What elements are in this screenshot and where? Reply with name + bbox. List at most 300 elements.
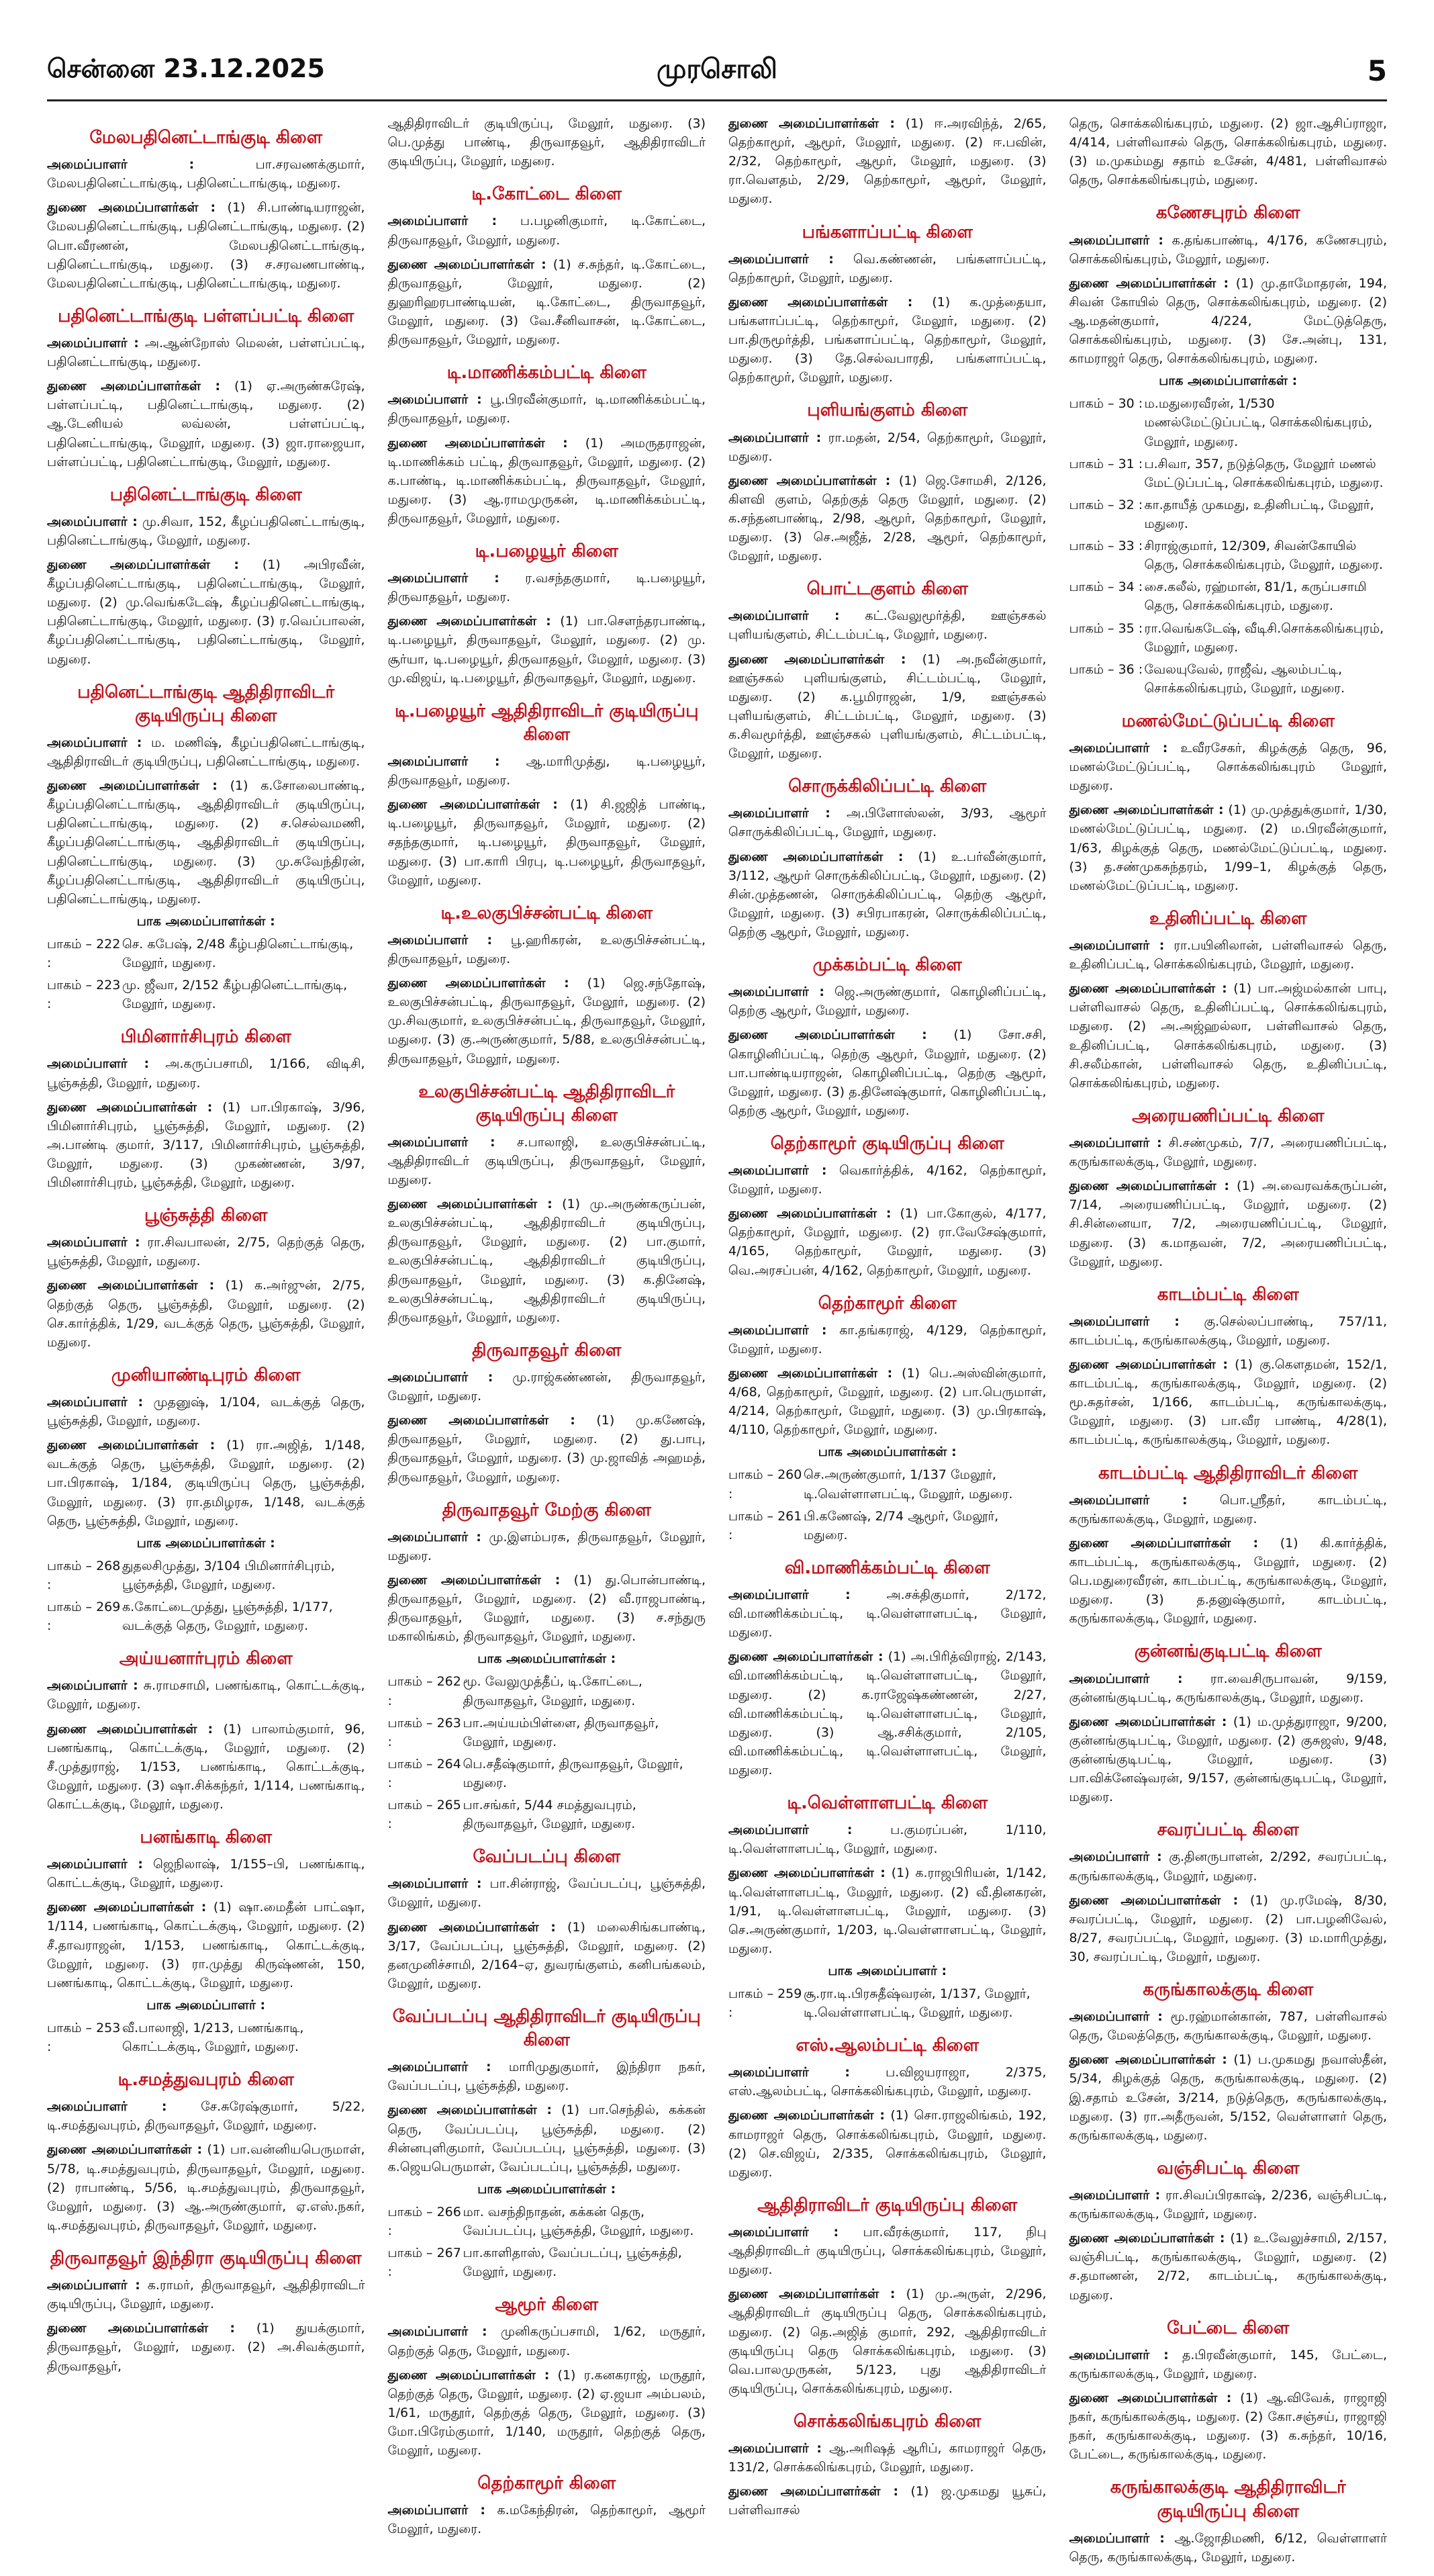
role-label: அமைப்பாளர் :	[387, 571, 499, 586]
branch-heading: முனியாண்டிபுரம் கிளை	[111, 1365, 301, 1385]
role-label: துணை அமைப்பாளர்கள் :	[47, 379, 221, 394]
branch-section	[388, 1499, 706, 1834]
member-paragraph	[388, 1528, 706, 1565]
branch-heading: சொருக்கிலிப்பட்டி கிளை	[788, 776, 987, 797]
member-names: முனிகருப்பசாமி, 1/62, மருதூர், தெற்குத் தெரு, மேலூர், மதுரை.	[387, 2324, 706, 2358]
member-names: அ.பிளோஸ்லன், 3/93, ஆமூர் சொருக்கிலிப்பட்டி, மேலூர், மதுரை.	[728, 806, 1047, 840]
role-label: துணை அமைப்பாளர்கள் :	[728, 1206, 892, 1222]
member-paragraph	[388, 974, 706, 1068]
member-paragraph	[47, 1054, 365, 1092]
member-names: (1) ஈ.அரவிந்த், 2/65, தெற்காமூர், ஆமூர், மேலூர், மதுரை. (2) ஈ.பவின், 2/32, தெற்காமூர், ஆமூர், மேலூர், மதுரை. (3) ரா.வெளதம், 2/29, தெற்காமூர், ஆமூர், மேலூர், மதுரை.	[728, 116, 1047, 207]
role-label: அமைப்பாளர் :	[387, 1529, 481, 1545]
branch-section	[388, 1339, 706, 1487]
branch-section	[1069, 1819, 1388, 1966]
booth-row	[728, 1465, 1047, 1503]
member-names: (1) பெ.அஸ்வின்குமார், 4/68, தெற்காமூர், மேலூர், மதுரை. (2) பா.பெருமாள், 4/214, தெற்காமூர், மேலூர், மதுரை. (3) மு.பிரகாஷ், 4/110, தெற்காமூர், மேலூர், மதுரை.	[728, 1366, 1047, 1438]
newspaper-name: முரசொலி	[657, 53, 777, 85]
branch-heading: பதினெட்டாங்குடி பள்ளப்பட்டி கிளை	[58, 306, 354, 326]
member-names: (1) பா.வன்னியபெருமாள், 5/78, டி.சமத்துவபுரம், திருவாதவூர், மேலூர், மதுரை. (2) ராபாண்டி, 5/56, டி.சமத்துவபுரம், திருவாதவூர், மேலூர், மதுரை. (3) ஆ.அருண்குமார், ஏ.எஸ்.நகர், டி.சமத்துவபுரம், திருவாதவூர், மேலூர், மதுரை.	[47, 2142, 365, 2233]
member-names: ஆ.அரிஷத் ஆரிப், காமராஜர் தெரு, 131/2, சொக்கலிங்கபுரம், மேலூர், மதுரை.	[728, 2441, 1047, 2475]
role-label: அமைப்பாளர் :	[728, 2225, 839, 2240]
branch-heading: வேப்படப்பு கிளை	[473, 1847, 621, 1868]
booth-agent: க.கோட்டைமுத்து, பூஞ்சுத்தி, 1/177, வடக்குத் தெரு, மேலூர், மதுரை.	[122, 1599, 333, 1634]
member-paragraph	[728, 293, 1047, 387]
member-names: (1) சோ.சசி, கொழினிப்பட்டி, தெற்கு ஆமூர், மேலூர், மதுரை. (2) பா.பாண்டியராஜன், கொழினிப்பட்டி, தெற்கு ஆமூர், மேலூர், மதுரை. (3) த.தினேஷ்குமார், கொழினிப்பட்டி, தெற்கு ஆமூர், மேலூர், மதுரை.	[728, 1027, 1047, 1118]
role-label: துணை அமைப்பாளர்கள் :	[47, 1099, 213, 1115]
member-names: ர.வசந்தகுமார், டி.பழையூர், திருவாதவூர், மதுரை.	[387, 571, 706, 605]
role-label: அமைப்பாளர் :	[387, 932, 493, 948]
member-paragraph	[47, 555, 365, 669]
member-paragraph	[1069, 1491, 1388, 1528]
booth-number: பாகம் – 30 :	[1069, 396, 1143, 412]
member-names: (1) கு.கௌதமன், 152/1, காடம்பட்டி, கருங்காலக்குடி, மேலூர், மதுரை. (2) மூ.சுதர்சன், 1/166, காடம்பட்டி, கருங்காலக்குடி, மேலூர், மதுரை. (3) பா.வீர பாண்டி, 4/28(1), காடம்பட்டி, கருங்காலக்குடி, மேலூர், மதுரை.	[1069, 1357, 1387, 1448]
branch-heading: குன்னங்குடிபட்டி கிளை	[1134, 1641, 1322, 1662]
role-label: அமைப்பாளர் :	[728, 251, 834, 267]
member-names: தெரு, சொக்கலிங்கபுரம், மதுரை. (2) ஜா.ஆசிப்ராஜா, 4/414, பள்ளிவாசல் தெரு, சொக்கலிங்கபுரம், மதுரை. (3) ம.முகம்மது சதாம் உசேன், 4/481, பள்ளிவாசல் தெரு, சொக்கலிங்கபுரம், மதுரை.	[1069, 116, 1387, 188]
member-names: பா.வீரக்குமார், 117, நிபு ஆதிதிராவிடர் குடியிருப்பு, சொக்கலிங்கபுரம், மேலூர், மதுரை.	[728, 2225, 1047, 2278]
member-names: அ.சக்திகுமார், 2/172, வி.மாணிக்கம்பட்டி, டி.வெள்ளாளபட்டி, மேலூர், மதுரை.	[728, 1587, 1047, 1641]
member-names: கா.தங்கராஜ், 4/129, தெற்காமூர், மேலூர், மதுரை.	[728, 1322, 1047, 1356]
booth-agent: துதலசிமுத்து, 3/104 பிமினார்சிபுரம், பூஞ்சுத்தி, மேலூர், மதுரை.	[122, 1558, 335, 1592]
booth-row	[47, 1557, 365, 1594]
booth-agent: மு. ஜீவா, 2/152 கீழ்பதினெட்டாங்குடி, மேலூர், மதுரை.	[122, 978, 348, 1012]
member-paragraph	[47, 377, 365, 471]
member-names: அ.கருப்பசாமி, 1/166, விடிசி, பூஞ்சுத்தி, மேலூர், மதுரை.	[47, 1056, 365, 1091]
role-label: துணை அமைப்பாளர்கள் :	[387, 2103, 552, 2118]
branch-heading: மேலபதினெட்டாங்குடி கிளை	[89, 128, 323, 148]
member-names: மு.ராஜ்கண்ணன், திருவாதவூர், மேலூர், மதுரை.	[387, 1369, 706, 1404]
booth-number: பாகம் – 266 :	[387, 2204, 461, 2238]
role-label: அமைப்பாளர் :	[47, 1235, 140, 1250]
member-paragraph	[47, 155, 365, 193]
member-names: (1) உ.வேலுச்சாமி, 2/157, வஞ்சிபட்டி, கருங்காலக்குடி, மேலூர், மதுரை. (2) ச.தமாணன், 2/72, காடம்பட்டி, கருங்காலக்குடி, மதுரை.	[1069, 2231, 1387, 2303]
branch-heading: உதினிப்பட்டி கிளை	[1149, 908, 1307, 929]
role-label: துணை அமைப்பாளர்கள் :	[1069, 1535, 1259, 1551]
member-names: (1) அ.நவீன்குமார், ஊஞ்சகல் புளியங்குளம், சிட்டம்பட்டி, மேலூர், மதுரை. (2) க.பூமிராஜன், 1/9, ஊஞ்சகல் புளியங்குளம், சிட்டம்பட்டி, மேலூர், மதுரை. (3) க.சிவமூர்த்தி, ஊஞ்சகல் புளியங்குளம், சிட்டம்பட்டி, மேலூர், மதுரை.	[728, 651, 1047, 762]
member-paragraph	[728, 428, 1047, 466]
member-names: ஜெ.அருண்குமார், கொழினிப்பட்டி, தெற்கு ஆமூர், மேலூர், மதுரை.	[728, 984, 1047, 1019]
role-label: துணை அமைப்பாளர்கள் :	[1069, 802, 1224, 818]
member-paragraph	[1069, 2186, 1388, 2223]
member-names: ஆதிதிராவிடர் குடியிருப்பு, மேலூர், மதுரை. (3) பெ.முத்து பாண்டி, திருவாதவூர், ஆதிதிராவிடர் குடியிருப்பு, மேலூர், மதுரை.	[387, 116, 706, 169]
member-names: ஆ.ஜோதிமணி, 6/12, வெள்ளாளர் தெரு, கருங்காலக்குடி, மேலூர், மதுரை.	[1069, 2530, 1388, 2565]
member-names: கு.செல்லப்பாண்டி, 757/11, காடம்பட்டி, கருங்காலக்குடி, மேலூர், மதுரை.	[1069, 1314, 1387, 1348]
member-paragraph	[728, 2482, 1047, 2520]
member-paragraph	[47, 1720, 365, 1814]
role-label: அமைப்பாளர் :	[728, 984, 824, 1000]
member-names: (1) மு.ரமேஷ், 8/30, சவரப்பட்டி, மேலூர், மதுரை. (2) பா.பழனிவேல், 8/27, சவரப்பட்டி, மேலூர், மதுரை. (3) ம.மாரிமுத்து, 30, சவரப்பட்டி, மேலூர், மதுரை.	[1069, 1892, 1388, 1964]
member-paragraph	[388, 569, 706, 606]
branch-section	[728, 1132, 1047, 1280]
member-names: சே.சுரேஷ்குமார், 5/22, டி.சமத்துவபுரம், திருவாதவூர், மேலூர், மதுரை.	[47, 2099, 365, 2133]
member-paragraph	[1069, 2389, 1388, 2464]
member-paragraph	[728, 1821, 1047, 1858]
branch-heading: சொக்கலிங்கபுரம் கிளை	[794, 2411, 982, 2432]
role-label: துணை அமைப்பாளர்கள் :	[728, 2108, 885, 2123]
member-paragraph	[388, 1571, 706, 1646]
role-label: அமைப்பாளர் :	[728, 608, 840, 624]
member-names: மு.இளம்பரசு, திருவாதவூர், மேலூர், மதுரை.	[387, 1529, 706, 1563]
member-names: (1) மு.அருள், 2/296, ஆதிதிராவிடர் குடியிருப்பு தெரு, சொக்கலிங்கபுரம், மதுரை. (2) தெ.அஜித் குமார், 292, ஆதிதிராவிடர் குடியிருப்பு தெரு சொக்கலிங்கபுரம், மதுரை. (3) வெ.பாலமுருகன், 5/123, புது ஆதிதிராவிடர் குடியிருப்பு, சொக்கலிங்கபுரம், மதுரை.	[728, 2287, 1047, 2396]
booth-subheading: பாக அமைப்பாளர்கள் :	[136, 913, 275, 929]
booth-agent: செ. கபேஷ், 2/48 கீழ்பதினெட்டாங்குடி, மேலூர், மதுரை.	[122, 936, 354, 970]
member-names: (1) ம.முத்துராஜா, 9/200, குன்னங்குடிபட்டி, மேலூர், மதுரை. (2) குசுஜஸ், 9/48, குன்னங்குடிபட்டி, மேலூர், மதுரை. (3) பா.விக்னேஷ்வரன், 9/157, குன்னங்குடிபட்டி, மேலூர், மதுரை.	[1069, 1714, 1387, 1805]
role-label: துணை அமைப்பாளர்கள் :	[1069, 1892, 1239, 1908]
column-3	[728, 114, 1047, 2576]
branch-section	[728, 2034, 1047, 2182]
branch-section	[1069, 1462, 1388, 1628]
member-paragraph	[728, 606, 1047, 644]
branch-section	[1069, 907, 1388, 1093]
member-names: (1) க.அர்ஜுன், 2/75, தெற்குத் தெரு, பூஞ்சுத்தி, மேலூர், மதுரை. (2) செ.கார்த்திக், 1/29, வடக்குத் தெரு, பூஞ்சுத்தி, மேலூர், மதுரை.	[47, 1278, 365, 1350]
booth-agent: பா.அய்யம்பிள்ளை, திருவாதவூர், மேலூர், மதுரை.	[463, 1715, 659, 1749]
member-paragraph	[47, 1393, 365, 1430]
member-paragraph	[388, 390, 706, 428]
booth-row	[47, 2019, 365, 2056]
role-label: அமைப்பாளர் :	[1069, 1135, 1162, 1150]
branch-section	[388, 183, 706, 349]
branch-section	[47, 1204, 365, 1352]
member-paragraph	[388, 752, 706, 790]
member-paragraph	[47, 1233, 365, 1271]
member-names: (1) மு.முத்துக்குமார், 1/30, மணல்மேட்டுப்பட்டி, மதுரை. (2) ம.பிரவீன்குமார், 1/63, கிழக்குத் தெரு, மணல்மேட்டுப்பட்டி, மதுரை. (3) த.சண்முகசுந்தரம், 1/99–1, கிழக்குத் தெரு, மணல்மேட்டுப்பட்டி, மதுரை.	[1069, 802, 1387, 893]
role-label: துணை அமைப்பாளர்கள் :	[728, 849, 904, 864]
member-names: (1) பா.கோகுல், 4/177, தெற்காமூர், மேலூர், மதுரை. (2) ரா.வேசேஷ்குமார், 4/165, தெற்காமூர், மேலூர், மதுரை. (3) வெ.அரசப்பன், 4/162, தெற்காமூர், மேலூர், மதுரை.	[728, 1206, 1047, 1278]
member-names: (1) ஜெ.சந்தோஷ், உலகுபிச்சன்பட்டி, திருவாதவூர், மேலூர், மதுரை. (2) மு.சிவகுமார், உலகுபிச்சன்பட்டி, திருவாதவூர், மேலூர், மதுரை. (3) கு.அருண்குமார், 5/88, உலகுபிச்சன்பட்டி, திருவாதவூர், மேலூர், மதுரை.	[387, 976, 706, 1066]
member-paragraph	[1069, 1847, 1388, 1885]
role-label: துணை அமைப்பாளர்கள் :	[728, 294, 913, 310]
member-paragraph	[47, 1436, 365, 1530]
member-names: (1) சி.ஜஜித் பாண்டி, டி.பழையூர், திருவாதவூர், மேலூர், மதுரை. (2) சதந்தகுமார், டி.பழையூர், திருவாதவூர், மேலூர், மதுரை. (3) பா.காரி பிரபு, டி.பழையூர், திருவாதவூர், மேலூர், மதுரை.	[387, 797, 706, 888]
branch-section	[728, 2194, 1047, 2398]
branch-heading: வஞ்சிபட்டி கிளை	[1157, 2158, 1300, 2178]
member-names: (1) ஆ.விவேக், ராஜாஜி நகர், கருங்காலக்குடி, மதுரை. (2) கோ.சஞ்சய், ராஜாஜி நகர், கருங்காலக்குடி, மதுரை. (3) க.சுந்தர், 10/16, பேட்டை, கருங்காலக்குடி, மதுரை.	[1069, 2390, 1388, 2463]
member-names: (1) ஏ.அருண்சுரேஷ், பள்ளப்பட்டி, பதினெட்டாங்குடி, மதுரை. (2) ஆ.டேனியல் லவ்லன், பள்ளப்பட்டி, பதினெட்டாங்குடி, மேலூர், மதுரை. (3) ஜா.ராஜையா, பள்ளப்பட்டி, பதினெட்டாங்குடி, மேலூர், மதுரை.	[47, 379, 365, 469]
member-paragraph	[728, 250, 1047, 287]
member-names: (1) ஜ.முகமது யூசுப், பள்ளிவாசல்	[728, 2484, 1047, 2518]
member-names: (1) க.முத்தையா, பங்களாப்பட்டி, தெற்காமூர், மேலூர், மதுரை. (2) பா.திருமூர்த்தி, பங்களாப்பட்டி, தெற்காமூர், மேலூர், மதுரை. (3) தே.செல்வபாரதி, பங்களாப்பட்டி, தெற்காமூர், மேலூர், மதுரை.	[728, 294, 1047, 385]
member-paragraph	[728, 1864, 1047, 1958]
role-label: அமைப்பாளர் :	[47, 2099, 167, 2115]
member-paragraph	[728, 114, 1047, 209]
branch-section	[728, 114, 1047, 209]
branch-section	[1069, 114, 1388, 189]
branch-section	[1069, 2317, 1388, 2465]
booth-row	[47, 1598, 365, 1635]
branch-section	[1069, 2476, 1388, 2566]
role-label: அமைப்பாளர் :	[387, 2060, 491, 2075]
role-label: அமைப்பாளர் :	[387, 753, 500, 769]
role-label: துணை அமைப்பாளர்கள் :	[47, 2142, 203, 2158]
booth-number: பாகம் – 260 :	[728, 1467, 802, 1502]
member-names: (1) ஜெ.சோமசி, 2/126, கிளவி குளம், தெற்குத் தெரு மேலூர், மதுரை. (2) க.சந்தனபாண்டி, 2/98, ஆமூர், தெற்காமூர், மேலூர், மதுரை. (3) செ.அஜீத், 2/28, ஆமூர், தெற்காமூர், மேலூர், மதுரை.	[728, 473, 1047, 564]
role-label: அமைப்பாளர் :	[47, 157, 195, 173]
branch-section	[1069, 1283, 1388, 1450]
member-names: சி.சண்முகம், 7/7, அரையணிப்பட்டி, கருங்காலக்குடி, மேலூர், மதுரை.	[1069, 1135, 1388, 1170]
branch-heading: மணல்மேட்டுப்பட்டி கிளை	[1121, 710, 1335, 731]
member-names: (1) சி.பாண்டியராஜன், மேலபதினெட்டாங்குடி, பதினெட்டாங்குடி, மதுரை. (2) பொ.வீரணன், மேலபதினெட்டாங்குடி, பதினெட்டாங்குடி, மதுரை. (3) ச.சரவணபாண்டி, மேலபதினெட்டாங்குடி, பதினெட்டாங்குடி, மதுரை.	[47, 200, 365, 291]
booth-agent: வீ.பாலாஜி, 1/213, பணங்காடி, கொட்டக்குடி, மேலூர், மதுரை.	[122, 2020, 304, 2055]
booth-row	[728, 1507, 1047, 1545]
member-paragraph	[47, 2276, 365, 2313]
role-label: துணை அமைப்பாளர்கள் :	[728, 1649, 883, 1665]
member-paragraph	[47, 2097, 365, 2135]
role-label: அமைப்பாளர் :	[728, 2441, 822, 2456]
branch-heading: டி.பழையூர் கிளை	[475, 541, 618, 562]
branch-section	[47, 1025, 365, 1192]
page-number: 5	[1367, 54, 1387, 87]
member-names: (1) ர.கனகராஜ், மருதூர், தெற்குத் தெரு, மேலூர், மதுரை. (2) ஏ.ஜயா அம்பலம், 1/61, மருதூர், தெற்குத் தெரு, மேலூர், மதுரை. (3) மோ.பிரேம்குமார், 1/140, மருதூர், தெற்குத் தெரு, மேலூர், மதுரை.	[387, 2367, 706, 2458]
branch-heading: தெற்காமூர் குடியிருப்பு கிளை	[770, 1133, 1004, 1154]
member-names: (1) கி.கார்த்திக், காடம்பட்டி, கருங்காலக்குடி, மேலூர், மதுரை. (2) பெ.மதுரைவீரன், காடம்பட்டி, கருங்காலக்குடி, மேலூர், மதுரை. (3) த.தனுஷ்குமார், காடம்பட்டி, கருங்காலக்குடி, மேலூர், மதுரை.	[1069, 1535, 1388, 1626]
member-paragraph	[388, 1918, 706, 1993]
member-names: (1) ச.சுந்தர், டி.கோட்டை, திருவாதவூர், மேலூர், மதுரை. (2) துஹரிஹரபாண்டியன், டி.கோட்டை, திருவாதவூர், மேலூர், மதுரை. (3) வே.சீனிவாசன், டி.கோட்டை, திருவாதவூர், மேலூர், மதுரை.	[387, 257, 706, 348]
branch-heading: டி.வெள்ளாளபட்டி கிளை	[787, 1793, 988, 1814]
booth-number: பாகம் – 262 :	[387, 1674, 461, 1708]
branch-heading: காடம்பட்டி கிளை	[1157, 1284, 1299, 1305]
branch-section	[388, 540, 706, 688]
branch-section	[1069, 1105, 1388, 1271]
branch-section	[728, 1792, 1047, 2022]
member-names: ச.பாலாஜி, உலகுபிச்சன்பட்டி, ஆதிதிராவிடர் குடியிருப்பு, திருவாதவூர், மேலூர், மதுரை.	[387, 1134, 706, 1188]
member-paragraph	[47, 334, 365, 371]
member-names: கு.தினருபாளன், 2/292, சவரப்பட்டி, கருங்காலக்குடி, மேலூர், மதுரை.	[1069, 1849, 1388, 1884]
branch-section	[728, 221, 1047, 387]
member-paragraph	[1069, 1669, 1388, 1707]
branch-heading: உலகுபிச்சன்பட்டி ஆதிதிராவிடர் குடியிருப்பு கிளை	[418, 1081, 675, 1125]
member-names: வெ.கண்ணன், பங்களாப்பட்டி, தெற்காமூர், மேலூர், மதுரை.	[728, 251, 1047, 285]
role-label: துணை அமைப்பாளர்கள் :	[387, 797, 558, 813]
branch-heading: டி.சமத்துவபுரம் கிளை	[117, 2070, 294, 2090]
member-paragraph	[1069, 114, 1388, 189]
member-names: சு.ராமசாமி, பணங்காடி, கொட்டக்குடி, மேலூர், மதுரை.	[47, 1678, 365, 1712]
member-paragraph	[388, 255, 706, 350]
booth-number: பாகம் – 264 :	[387, 1756, 461, 1790]
member-names: (1) பா.சௌந்தரபாண்டி, டி.பழையூர், திருவாதவூர், மேலூர், மதுரை. (2) மு. சூர்யா, டி.பழையூர், திருவாதவூர், மேலூர், மதுரை. (3) மு.விஜய், டி.பழையூர், திருவாதவூர், மேலூர், மதுரை.	[387, 614, 706, 686]
member-paragraph	[388, 1195, 706, 1327]
role-label: அமைப்பாளர் :	[387, 214, 497, 229]
member-names: மு.சிவா, 152, கீழப்பதினெட்டாங்குடி, பதினெட்டாங்குடி, மேலூர், மதுரை.	[47, 514, 365, 548]
role-label: துணை அமைப்பாளர்கள் :	[728, 116, 895, 131]
member-paragraph	[728, 471, 1047, 566]
booth-number: பாகம் – 31 :	[1069, 456, 1143, 471]
member-paragraph	[728, 1321, 1047, 1359]
member-names: (1) அமருதராஜன், டி.மாணிக்கம் பட்டி, திருவாதவூர், மேலூர், மதுரை. (2) க.பாண்டி, டி.மாணிக்கம்பட்டி, திருவாதவூர், மேலூர், மதுரை. (3) ஆ.ராமமுருகன், டி.மாணிக்கம்பட்டி, திருவாதவூர், மேலூர், மதுரை.	[387, 435, 706, 526]
member-paragraph	[728, 2285, 1047, 2398]
role-label: துணை அமைப்பாளர்கள் :	[1069, 981, 1227, 997]
booth-agent: மூ. வேலுமுத்தீப், டி.கோட்டை, திருவாதவூர், மேலூர், மதுரை.	[463, 1674, 642, 1708]
booth-agent: பெ.சதீஷ்குமார், திருவாதவூர், மேலூர், மதுரை.	[463, 1756, 683, 1790]
member-paragraph	[1069, 2050, 1388, 2145]
role-label: அமைப்பாளர் :	[47, 1678, 138, 1694]
member-paragraph	[1069, 231, 1388, 269]
branch-section	[1069, 1640, 1388, 1806]
role-label: அமைப்பாளர் :	[47, 335, 139, 351]
branch-section	[47, 681, 365, 1014]
branch-section	[388, 2293, 706, 2460]
branch-heading: பிமினார்சிபுரம் கிளை	[120, 1027, 291, 1048]
member-paragraph	[47, 1276, 365, 1351]
role-label: துணை அமைப்பாளர்கள் :	[728, 1866, 886, 1881]
member-paragraph	[388, 2366, 706, 2460]
role-label: துணை அமைப்பாளர்கள் :	[1069, 2231, 1225, 2246]
member-paragraph	[388, 931, 706, 968]
booth-number: பாகம் – 253 :	[47, 2020, 121, 2055]
booth-row	[47, 935, 365, 972]
branch-heading: பதினெட்டாங்குடி கிளை	[109, 484, 302, 505]
member-names: ரா.சிவபாலன், 2/75, தெற்குத் தெரு, பூஞ்சுத்தி, மேலூர், மதுரை.	[47, 1235, 365, 1269]
role-label: துணை அமைப்பாளர்கள் :	[387, 1919, 556, 1935]
column-1	[47, 114, 365, 2576]
role-label: அமைப்பாளர் :	[1069, 741, 1168, 756]
member-names: (1) மு.தாமோதரன், 194, சிவன் கோயில் தெரு, சொக்கலிங்கபுரம், மதுரை. (2) ஆ.மதன்குமார், 4/224, மேட்டுத்தெரு, சொக்கலிங்கபுரம், மதுரை. (3) சே.அன்பு, 131, காமராஜர் தெரு, சொக்கலிங்கபுரம், மதுரை.	[1069, 275, 1387, 367]
booth-number: பாகம் – 36 :	[1069, 661, 1143, 677]
role-label: அமைப்பாளர் :	[387, 392, 482, 408]
role-label: துணை அமைப்பாளர்கள் :	[1069, 2052, 1227, 2068]
member-paragraph	[47, 733, 365, 771]
member-paragraph	[728, 2223, 1047, 2279]
booth-row	[1069, 455, 1388, 492]
role-label: துணை அமைப்பாளர்கள் :	[728, 1366, 893, 1381]
role-label: அமைப்பாளர் :	[1069, 2347, 1169, 2362]
booth-row	[388, 2244, 706, 2281]
branch-section	[47, 126, 365, 293]
branch-section	[388, 902, 706, 1068]
role-label: அமைப்பாளர் :	[728, 1587, 851, 1602]
booth-subheading: பாக அமைப்பாளர்கள் :	[136, 1535, 275, 1551]
branch-section	[728, 2410, 1047, 2520]
branch-heading: அரையணிப்பட்டி கிளை	[1132, 1105, 1325, 1126]
role-label: துணை அமைப்பாளர்கள் :	[47, 1438, 216, 1453]
member-names: உவீரசேகர், கிழக்குத் தெரு, 96, மணல்மேட்டுப்பட்டி, சொக்கலிங்கபுரம் மேலூர், மதுரை.	[1069, 741, 1388, 794]
role-label: அமைப்பாளர் :	[1069, 1314, 1180, 1329]
role-label: துணை அமைப்பாளர்கள் :	[47, 2321, 236, 2336]
member-paragraph	[1069, 1177, 1388, 1271]
member-paragraph	[728, 1025, 1047, 1120]
member-paragraph	[1069, 274, 1388, 369]
member-names: (1) பாலாம்குமார், 96, பணங்காடி, கொட்டக்குடி, மேலூர், மதுரை. (2) சீ.முத்துராஜ், 1/153, பணங்காடி, கொட்டக்குடி, மேலூர், மதுரை. (3) ஷா.சிக்கந்தர், 1/114, பணங்காடி, கொட்டக்குடி, மேலூர், மதுரை.	[47, 1721, 365, 1812]
role-label: துணை அமைப்பாளர்கள் :	[728, 651, 906, 667]
booth-row	[728, 1984, 1047, 2022]
member-names: கட்.வேலுமூர்த்தி, ஊஞ்சகல் புளியங்குளம், சிட்டம்பட்டி, மேலூர், மதுரை.	[728, 608, 1047, 643]
role-label: அமைப்பாளர் :	[47, 1395, 144, 1410]
role-label: துணை அமைப்பாளர்கள் :	[728, 2484, 899, 2499]
booth-number: பாகம் – 267 :	[387, 2246, 461, 2280]
branch-heading: திருவாதவூர் கிளை	[472, 1340, 622, 1361]
branch-heading: பூஞ்சுத்தி கிளை	[144, 1205, 268, 1226]
member-paragraph	[47, 1676, 365, 1714]
branch-heading: டி.கோட்டை கிளை	[471, 184, 622, 205]
booth-number: பாகம் – 33 :	[1069, 539, 1143, 554]
role-label: துணை அமைப்பாளர்கள் :	[387, 1572, 561, 1588]
branch-heading: சவரப்பட்டி கிளை	[1157, 1820, 1299, 1841]
article-columns	[47, 114, 1388, 2565]
branch-heading: ஆமூர் கிளை	[495, 2295, 599, 2315]
branch-heading: பொட்டகுளம் கிளை	[806, 579, 968, 600]
member-paragraph	[728, 2106, 1047, 2181]
member-names: க.மகேந்திரன், தெற்காமூர், ஆமூர் மேலூர், மதுரை.	[387, 2503, 706, 2537]
branch-heading: திருவாதவூர் இந்திரா குடியிருப்பு கிளை	[50, 2248, 362, 2268]
member-paragraph	[388, 612, 706, 687]
member-paragraph	[47, 512, 365, 550]
member-names: (1) துயக்குமார், திருவாதவூர், மேலூர், மதுரை. (2) அ.சிவக்குமார், திருவாதவூர்,	[47, 2321, 365, 2374]
member-paragraph	[728, 1364, 1047, 1439]
booth-agent: ம.மதுரைவீரன், 1/530 மணல்மேட்டுப்பட்டி, சொக்கலிங்கபுரம், மேலூர், மதுரை.	[1144, 396, 1373, 449]
branch-section	[728, 954, 1047, 1120]
member-paragraph	[47, 1098, 365, 1193]
member-paragraph	[388, 2101, 706, 2176]
member-names: (1) ப.முகமது நவாஸ்தீன், 5/34, கிழக்குத் தெரு, கருங்காலக்குடி, மதுரை. (2) இ.சதாம் உசேன், 3/214, நடுத்தெரு, கருங்காலக்குடி, மதுரை. (3) ரா.அதீருவன், 5/152, வெள்ளாளர் தெரு, கருங்காலக்குடி, மதுரை.	[1069, 2052, 1387, 2143]
member-paragraph	[1069, 936, 1388, 974]
booth-agent: பா.காளிதாஸ், வேப்படப்பு, பூஞ்சுத்தி, மேலூர், மதுரை.	[463, 2246, 682, 2280]
role-label: துணை அமைப்பாளர்கள் :	[47, 200, 216, 216]
booth-subheading: பாக அமைப்பாளர்கள் :	[477, 2181, 616, 2197]
member-paragraph	[47, 2319, 365, 2375]
booth-subheading: பாக அமைப்பாளர்கள் :	[477, 1651, 616, 1667]
member-names: மாரிமுதுகுமார், இந்திரா நகர், வேப்படப்பு, பூஞ்சுத்தி, மதுரை.	[387, 2060, 706, 2094]
role-label: துணை அமைப்பாளர்கள் :	[387, 2367, 550, 2383]
booth-number: பாகம் – 265 :	[387, 1798, 461, 1832]
role-label: அமைப்பாளர் :	[47, 1857, 143, 1872]
branch-heading: டி.மாணிக்கம்பட்டி கிளை	[446, 363, 647, 383]
member-paragraph	[728, 650, 1047, 764]
member-names: (1) ஷா.மைதீன் பாட்ஷா, 1/114, பணங்காடி, கொட்டக்குடி, மேலூர், மதுரை. (2) சீ.தாவராஜன், 1/153, பணங்காடி, கொட்டக்குடி, மேலூர், மதுரை. (3) ரா.முத்து கிருஷ்ணன், 150, பணங்காடி, கொட்டக்குடி, மேலூர், மதுரை.	[47, 1900, 365, 1990]
role-label: துணை அமைப்பாளர்கள் :	[47, 1900, 207, 1915]
role-label: அமைப்பாளர் :	[387, 2324, 487, 2340]
branch-section	[728, 1557, 1047, 1780]
member-names: ப.விஜயராஜா, 2/375, எஸ்.ஆலம்பட்டி, சொக்கலிங்கபுரம், மேலூர், மதுரை.	[728, 2065, 1047, 2099]
member-names: க.தங்கபாண்டி, 4/176, கணேசபுரம், சொக்கலிங்கபுரம், மேலூர், மதுரை.	[1069, 232, 1387, 267]
member-names: ப.குமரப்பன், 1/110, டி.வெள்ளாளபட்டி, மேலூர், மதுரை.	[728, 1823, 1047, 1857]
role-label: அமைப்பாளர் :	[47, 735, 142, 750]
booth-agent: பி.கணேஷ், 2/74 ஆமூர், மேலூர், மதுரை.	[804, 1508, 999, 1543]
role-label: துணை அமைப்பாளர்கள் :	[47, 557, 239, 573]
column-4	[1069, 114, 1388, 2576]
member-names: (1) க.ராஜபிரியன், 1/142, டி.வெள்ளாளபட்டி, மேலூர், மதுரை. (2) வீ.தினகரன், 1/91, டி.வெள்ளாளபட்டி, மேலூர், மதுரை. (3) செ.அருண்குமார், 1/203, டி.வெள்ளாளபட்டி, மேலூர், மதுரை.	[728, 1866, 1047, 1956]
member-paragraph	[388, 1874, 706, 1912]
branch-section	[728, 578, 1047, 763]
branch-heading: காடம்பட்டி ஆதிதிராவிடர் கிளை	[1098, 1463, 1358, 1483]
role-label: துணை அமைப்பாளர்கள் :	[47, 778, 218, 794]
member-paragraph	[388, 1133, 706, 1189]
branch-section	[1069, 1978, 1388, 2145]
member-names: (1) அ.பிரித்விராஜ், 2/143, வி.மாணிக்கம்பட்டி, டி.வெள்ளாளபட்டி, மேலூர், மதுரை. (2) க.ராஜேஷ்கண்ணன், 2/27, வி.மாணிக்கம்பட்டி, டி.வெள்ளாளபட்டி, மேலூர், மதுரை. (3) ஆ.சசிக்குமார், 2/105, வி.மாணிக்கம்பட்டி, டி.வெள்ளாளபட்டி, மேலூர், மதுரை.	[728, 1649, 1047, 1778]
member-names: ப.பழனிகுமார், டி.கோட்டை, திருவாதவூர், மேலூர், மதுரை.	[387, 214, 706, 248]
booth-row	[388, 2203, 706, 2240]
branch-heading: டி.பழையூர் ஆதிதிராவிடர் குடியிருப்பு கிளை	[395, 700, 699, 745]
booth-row	[1069, 578, 1388, 615]
booth-row	[388, 1796, 706, 1833]
role-label: அமைப்பாளர் :	[47, 2278, 140, 2293]
member-names: (1) சொ.ராஜலிங்கம், 192, காமராஜர் தெரு, சொக்கலிங்கபுரம், மேலூர், மதுரை. (2) செ.விஜய், 2/335, சொக்கலிங்கபுரம், மேலூர், மதுரை.	[728, 2108, 1047, 2180]
role-label: அமைப்பாளர் :	[728, 1163, 827, 1179]
branch-section	[47, 305, 365, 471]
member-paragraph	[388, 2501, 706, 2538]
booth-row	[388, 1755, 706, 1792]
role-label: அமைப்பாளர் :	[728, 430, 822, 445]
member-paragraph	[388, 2058, 706, 2095]
member-paragraph	[388, 2322, 706, 2360]
role-label: அமைப்பாளர் :	[47, 1056, 150, 1072]
member-names: ரா.சிவப்பிரகாஷ், 2/236, வஞ்சிபட்டி, கருங்காலக்குடி, மேலூர், மதுரை.	[1069, 2188, 1388, 2222]
member-names: பூ.ஹரிகரன், உலகுபிச்சன்பட்டி, திருவாதவூர், மதுரை.	[387, 932, 706, 966]
branch-heading: பங்களாப்பட்டி கிளை	[802, 222, 973, 242]
member-paragraph	[388, 114, 706, 171]
booth-subheading: பாக அமைப்பாளர்கள் :	[818, 1444, 957, 1460]
booth-subheading: பாக அமைப்பாளர்கள் :	[1159, 373, 1298, 389]
role-label: அமைப்பாளர் :	[728, 1823, 853, 1838]
branch-section	[47, 2068, 365, 2235]
